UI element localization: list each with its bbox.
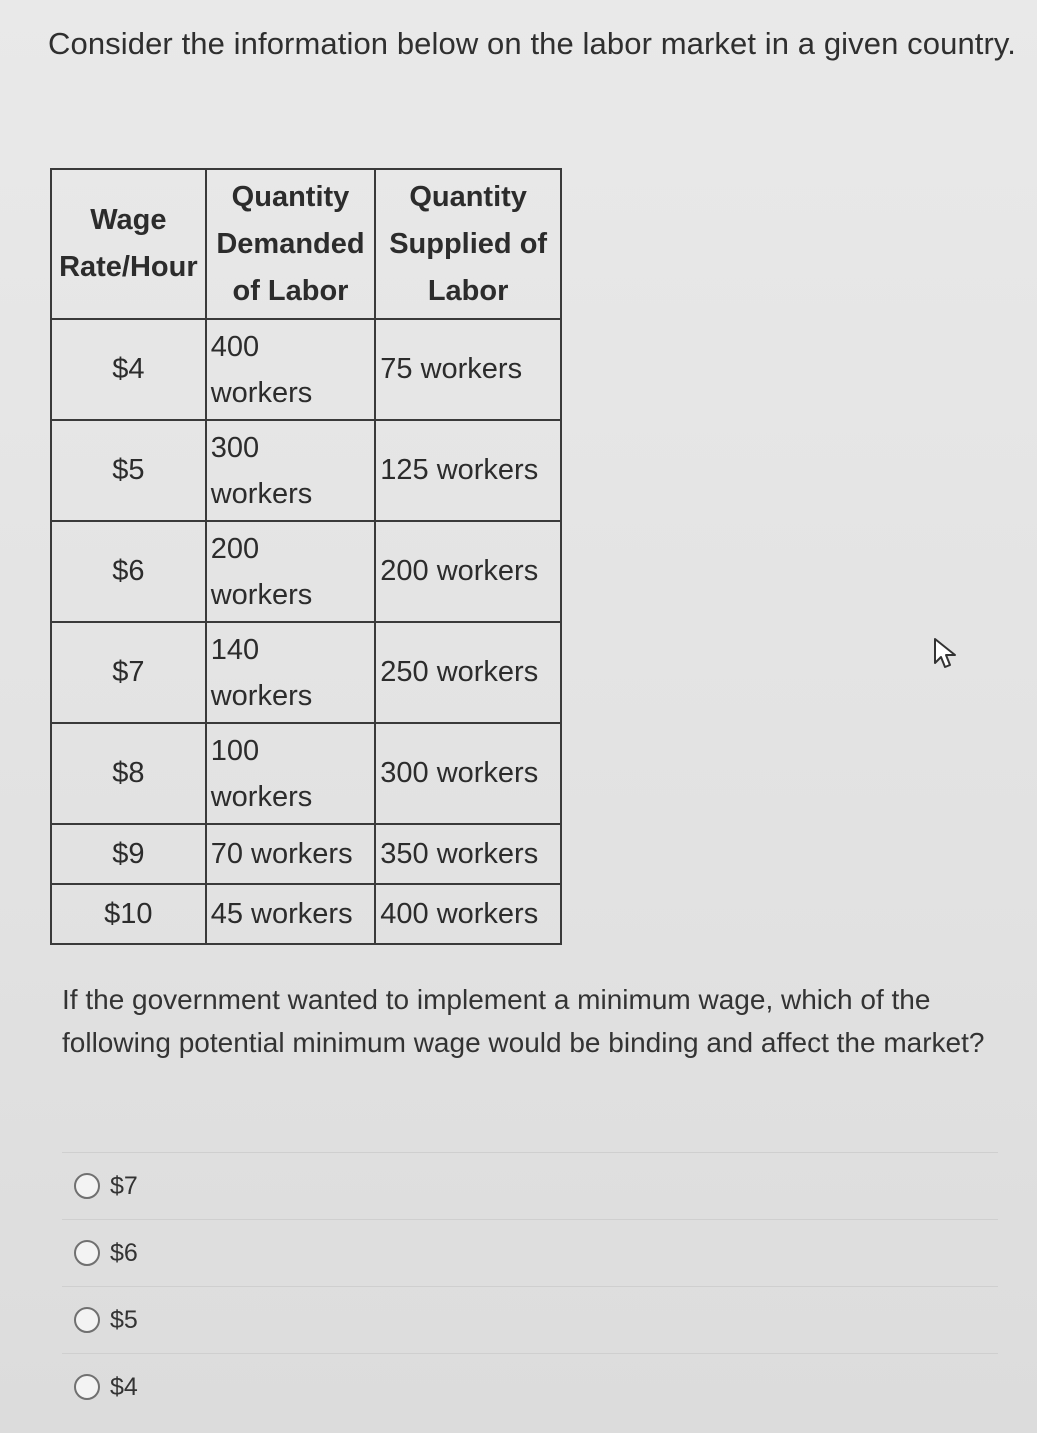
wage-cell: $6 — [51, 521, 206, 622]
radio-button-icon[interactable] — [74, 1240, 100, 1266]
radio-button-icon[interactable] — [74, 1307, 100, 1333]
quantity-demanded-cell: 100 workers — [206, 723, 376, 824]
quantity-supplied-cell: 200 workers — [375, 521, 561, 622]
radio-button-icon[interactable] — [74, 1173, 100, 1199]
table-header-row — [51, 169, 561, 319]
radio-button-icon[interactable] — [74, 1374, 100, 1400]
choice-label: $4 — [110, 1372, 138, 1401]
table-row — [51, 420, 561, 521]
wage-cell: $5 — [51, 420, 206, 521]
labor-market-table — [50, 168, 562, 945]
quantity-demanded-cell: 400 workers — [206, 319, 376, 420]
choice-option-7[interactable] — [62, 1152, 998, 1219]
choice-label: $5 — [110, 1305, 138, 1334]
table-row — [51, 723, 561, 824]
labor-table-container — [50, 168, 562, 945]
choice-option-4[interactable] — [62, 1353, 998, 1420]
table-row — [51, 319, 561, 420]
choice-option-5[interactable] — [62, 1286, 998, 1353]
question-text: If the government wanted to implement a minimum wage, which of the following potential minimum wage would be binding and affect the market? — [62, 984, 985, 1058]
choice-label: $7 — [110, 1171, 138, 1200]
quantity-demanded-cell: 140 workers — [206, 622, 376, 723]
wage-cell: $10 — [51, 884, 206, 944]
quantity-supplied-cell: 75 workers — [375, 319, 561, 420]
quantity-demanded-cell: 300 workers — [206, 420, 376, 521]
table-row — [51, 622, 561, 723]
intro-text: Consider the information below on the labor market in a given country. — [48, 26, 1016, 61]
quantity-supplied-cell: 400 workers — [375, 884, 561, 944]
quantity-supplied-cell: 350 workers — [375, 824, 561, 884]
quantity-demanded-cell: 45 workers — [206, 884, 376, 944]
quantity-supplied-cell: 125 workers — [375, 420, 561, 521]
answer-choices — [62, 1152, 998, 1420]
wage-cell: $7 — [51, 622, 206, 723]
quantity-demanded-cell: 200 workers — [206, 521, 376, 622]
quantity-supplied-cell: 300 workers — [375, 723, 561, 824]
table-row — [51, 884, 561, 944]
wage-cell: $9 — [51, 824, 206, 884]
mouse-pointer-icon — [930, 636, 962, 670]
wage-cell: $4 — [51, 319, 206, 420]
quantity-demanded-cell: 70 workers — [206, 824, 376, 884]
header-quantity-supplied: Quantity Supplied of Labor — [375, 169, 561, 319]
table-row — [51, 521, 561, 622]
choice-option-6[interactable] — [62, 1219, 998, 1286]
header-wage-rate: Wage Rate/Hour — [51, 169, 206, 319]
quantity-supplied-cell: 250 workers — [375, 622, 561, 723]
choice-label: $6 — [110, 1238, 138, 1267]
wage-cell: $8 — [51, 723, 206, 824]
header-quantity-demanded: Quantity Demanded of Labor — [206, 169, 376, 319]
table-row — [51, 824, 561, 884]
